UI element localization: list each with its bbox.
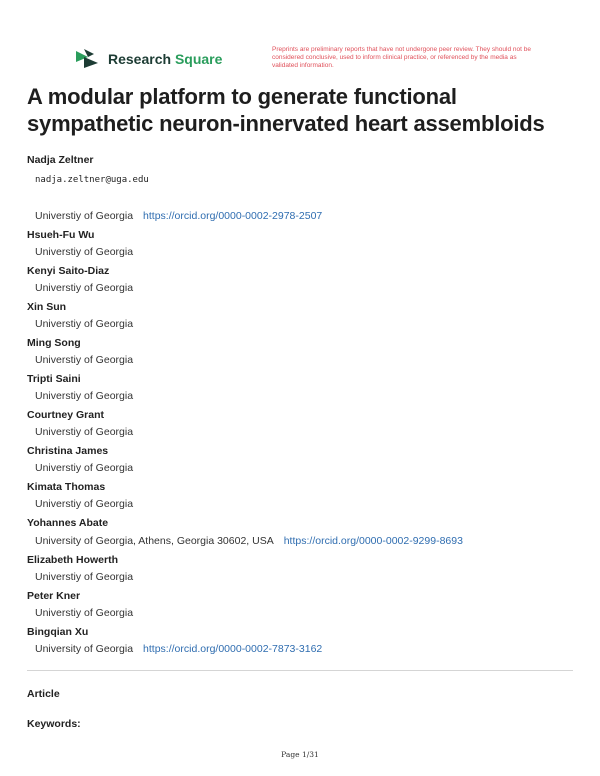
author-affiliation: Universtiy of Georgia <box>35 246 134 258</box>
author-name: Tripti Saini <box>27 373 81 385</box>
article-type: Article <box>27 688 60 700</box>
author-name: Christina James <box>27 445 109 457</box>
preprint-notice: Preprints are preliminary reports that have not undergone peer review. They should not be considered conclusive, used to inform clinical practice, or referenced by the media as validated information. <box>272 46 531 69</box>
author-name: Courtney Grant <box>27 409 105 421</box>
author-name: Elizabeth Howerth <box>27 554 119 566</box>
author-name: Nadja Zeltner <box>27 154 94 166</box>
brand-research: Research <box>108 51 172 67</box>
author-affiliation: Universtiy of Georgia <box>35 282 134 294</box>
author-affiliation <box>35 643 322 655</box>
author-affiliation <box>35 535 463 547</box>
section-divider <box>27 670 573 671</box>
author-affiliation: Universtiy of Georgia <box>35 462 134 474</box>
author-affiliation: Universtiy of Georgia <box>35 498 134 510</box>
research-square-logo-icon <box>74 48 100 70</box>
author-affiliation <box>35 210 322 222</box>
author-affiliation: Universtiy of Georgia <box>35 354 134 366</box>
orcid-link[interactable]: https://orcid.org/0000-0002-9299-8693 <box>283 535 463 547</box>
author-email[interactable]: nadja.zeltner@uga.edu <box>35 175 149 185</box>
orcid-link[interactable]: https://orcid.org/0000-0002-7873-3162 <box>143 643 323 655</box>
author-affiliation: Universtiy of Georgia <box>35 390 134 402</box>
research-square-logo[interactable] <box>74 48 222 70</box>
author-name: Kimata Thomas <box>27 481 106 493</box>
author-name: Peter Kner <box>27 590 81 602</box>
author-affiliation: Universtiy of Georgia <box>35 607 134 619</box>
affiliation-text: University of Georgia <box>35 643 134 655</box>
author-name: Xin Sun <box>27 301 67 313</box>
affiliation-text: Universtiy of Georgia <box>35 210 134 222</box>
author-name: Yohannes Abate <box>27 517 109 529</box>
affiliation-text: University of Georgia, Athens, Georgia 30602, USA <box>35 535 274 547</box>
author-name: Ming Song <box>27 337 81 349</box>
author-name: Bingqian Xu <box>27 626 89 638</box>
author-affiliation: Universtiy of Georgia <box>35 318 134 330</box>
author-affiliation: Universtiy of Georgia <box>35 571 134 583</box>
research-square-wordmark <box>108 51 222 67</box>
brand-square: Square <box>174 51 223 67</box>
author-name: Hsueh-Fu Wu <box>27 229 95 241</box>
keywords-label: Keywords: <box>27 718 81 730</box>
paper-title: A modular platform to generate functional sympathetic neuron-innervated heart assembloids <box>27 84 545 136</box>
author-name: Kenyi Saito-Diaz <box>27 265 110 277</box>
page-number: Page 1/31 <box>281 750 319 759</box>
author-affiliation: Universtiy of Georgia <box>35 426 134 438</box>
orcid-link[interactable]: https://orcid.org/0000-0002-2978-2507 <box>143 210 323 222</box>
